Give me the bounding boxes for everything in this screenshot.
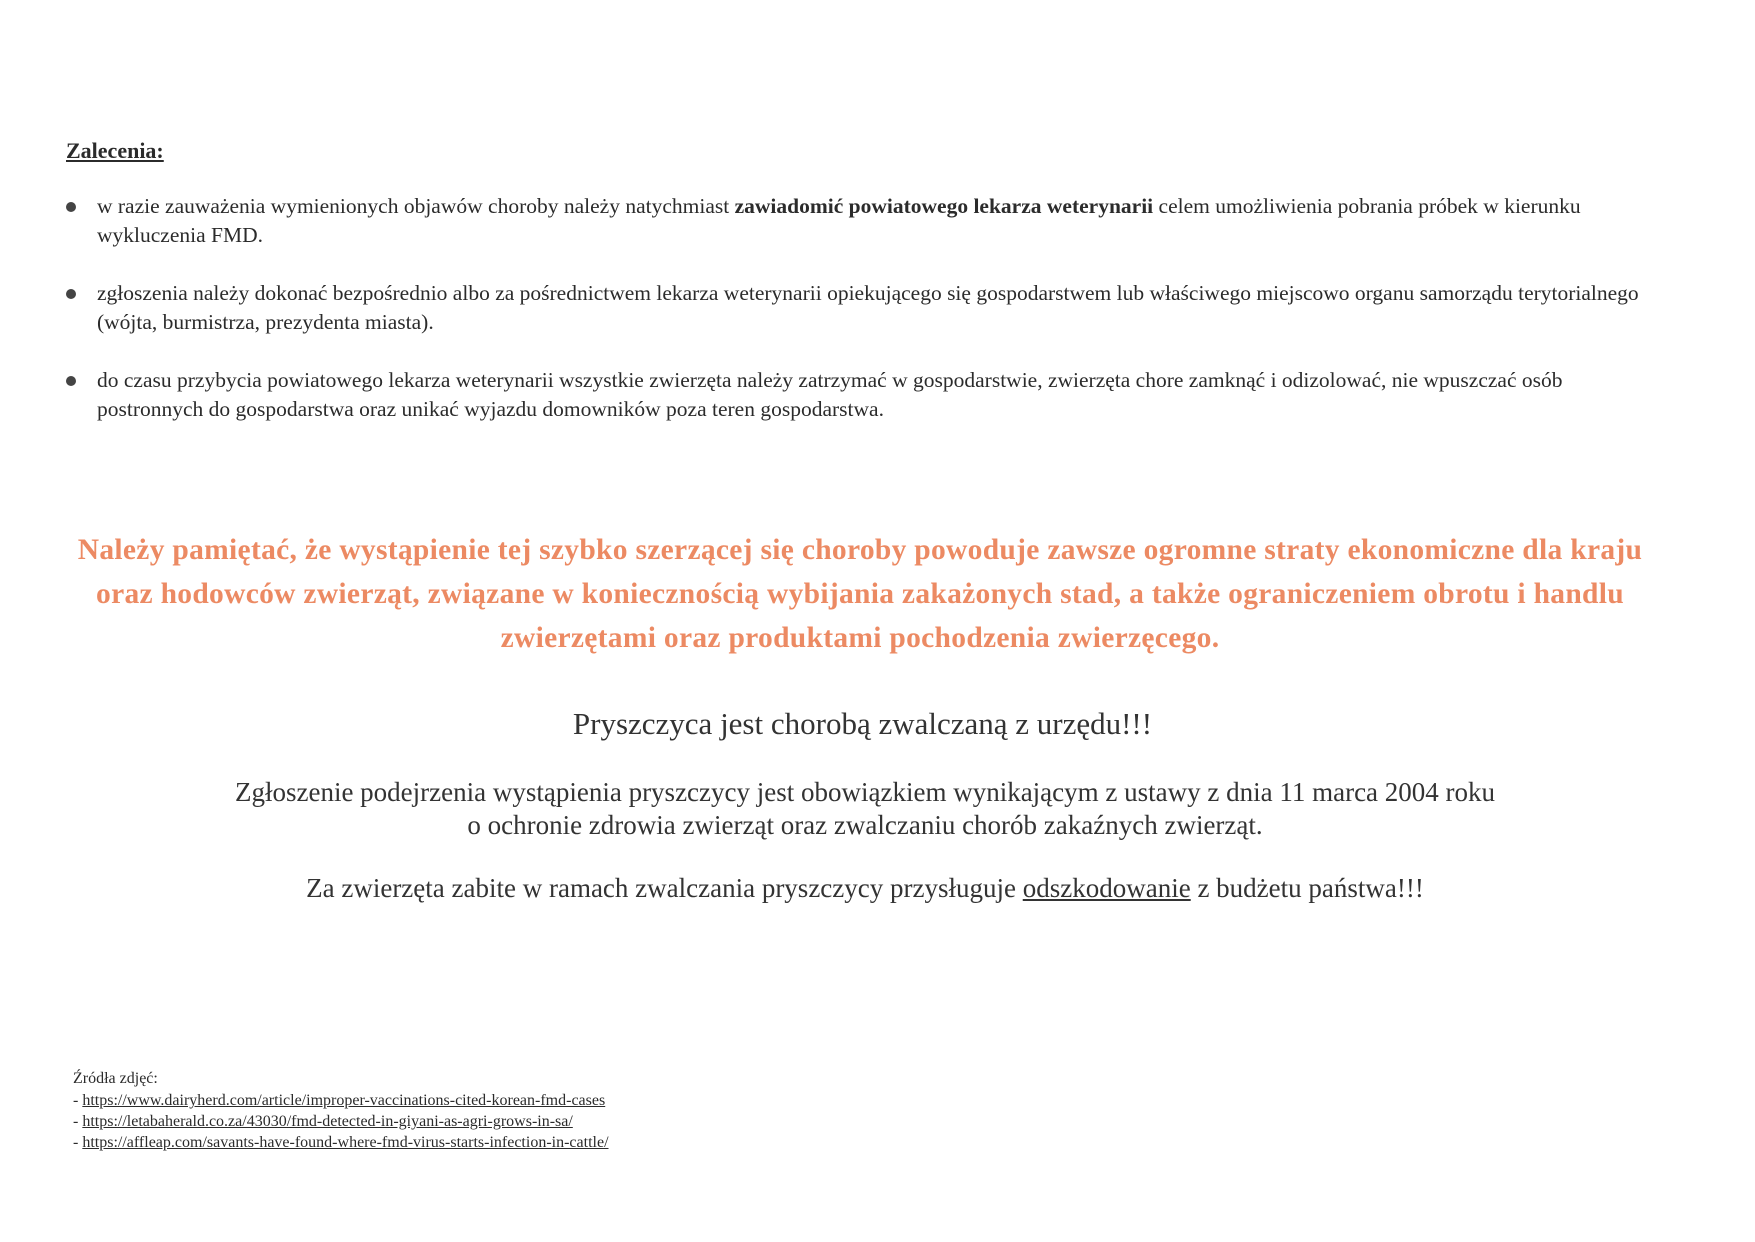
- source-item: - https://www.dairyherd.com/article/improper-vaccinations-cited-korean-fmd-cases: [73, 1092, 606, 1109]
- warning-paragraph: Należy pamiętać, że wystąpienie tej szybko szerzącej się choroby powoduje zawsze ogromne straty ekonomiczne dla kraju oraz hodowców zwierząt, związane w koniecznością wybijania zakażonych stad, a także ograniczeniem obrotu i handlu zwierzętami oraz produktami pochodzenia zwierzęcego.: [77, 534, 1643, 654]
- list-item: [66, 279, 1651, 337]
- list-item: [66, 366, 1651, 424]
- bullet-text: w razie zauważenia wymienionych objawów choroby należy natychmiast: [97, 194, 735, 218]
- recommendations-list: [66, 192, 1651, 453]
- bullet-icon: [66, 202, 76, 212]
- bullet-icon: [66, 376, 76, 386]
- bullet-bold-text: zawiadomić powiatowego lekarza weterynarii: [734, 194, 1154, 218]
- sources-title: Źródła zdjęć:: [73, 1070, 158, 1087]
- list-item: [66, 192, 1651, 250]
- bullet-text: do czasu przybycia powiatowego lekarza weterynarii wszystkie zwierzęta należy zatrzymać w gospodarstwie, zwierzęta chore zamknąć i odizolować, nie wpuszczać osób postronnych do gospodarstwa oraz unikać wyjazdu domowników poza teren gospodarstwa.: [97, 368, 1563, 421]
- source-link[interactable]: https://letabaherald.co.za/43030/fmd-detected-in-giyani-as-agri-grows-in-sa/: [82, 1113, 573, 1130]
- sources-list: [73, 1090, 609, 1153]
- bullet-text-continued: celem umożliwienia pobrania próbek w kierunku wykluczenia FMD.: [97, 194, 1581, 247]
- bullet-icon: [66, 289, 76, 299]
- source-link[interactable]: https://affleap.com/savants-have-found-where-fmd-virus-starts-infection-in-cattle/: [82, 1134, 609, 1151]
- obligation-line-2: o ochronie zdrowia zwierząt oraz zwalczaniu chorób zakaźnych zwierząt.: [467, 810, 1263, 840]
- legal-obligation-paragraph: [0, 776, 1730, 842]
- section-title: Zalecenia:: [66, 138, 164, 163]
- compensation-text-end: z budżetu państwa!!!: [1190, 873, 1424, 903]
- image-sources: [73, 1068, 609, 1153]
- source-item: - https://letabaherald.co.za/43030/fmd-detected-in-giyani-as-agri-grows-in-sa/: [73, 1113, 573, 1130]
- bullet-text: zgłoszenia należy dokonać bezpośrednio albo za pośrednictwem lekarza weterynarii opiekującego się gospodarstwem lub właściwego miejscowo organu samorządu terytorialnego (wójta, burmistrza, prezydenta miasta).: [97, 281, 1639, 334]
- compensation-keyword: odszkodowanie: [1022, 873, 1191, 903]
- source-link[interactable]: https://www.dairyherd.com/article/improper-vaccinations-cited-korean-fmd-cases: [82, 1092, 606, 1109]
- obligation-line-1: Zgłoszenie podejrzenia wystąpienia pryszczycy jest obowiązkiem wynikającym z ustawy z dnia 11 marca 2004 roku: [234, 777, 1496, 807]
- headline: Pryszczyca jest chorobą zwalczaną z urzędu!!!: [572, 706, 1153, 741]
- source-item: - https://affleap.com/savants-have-found-where-fmd-virus-starts-infection-in-cattle/: [73, 1134, 609, 1151]
- compensation-paragraph: [0, 873, 1730, 904]
- compensation-text: Za zwierzęta zabite w ramach zwalczania pryszczycy przysługuje: [306, 873, 1023, 903]
